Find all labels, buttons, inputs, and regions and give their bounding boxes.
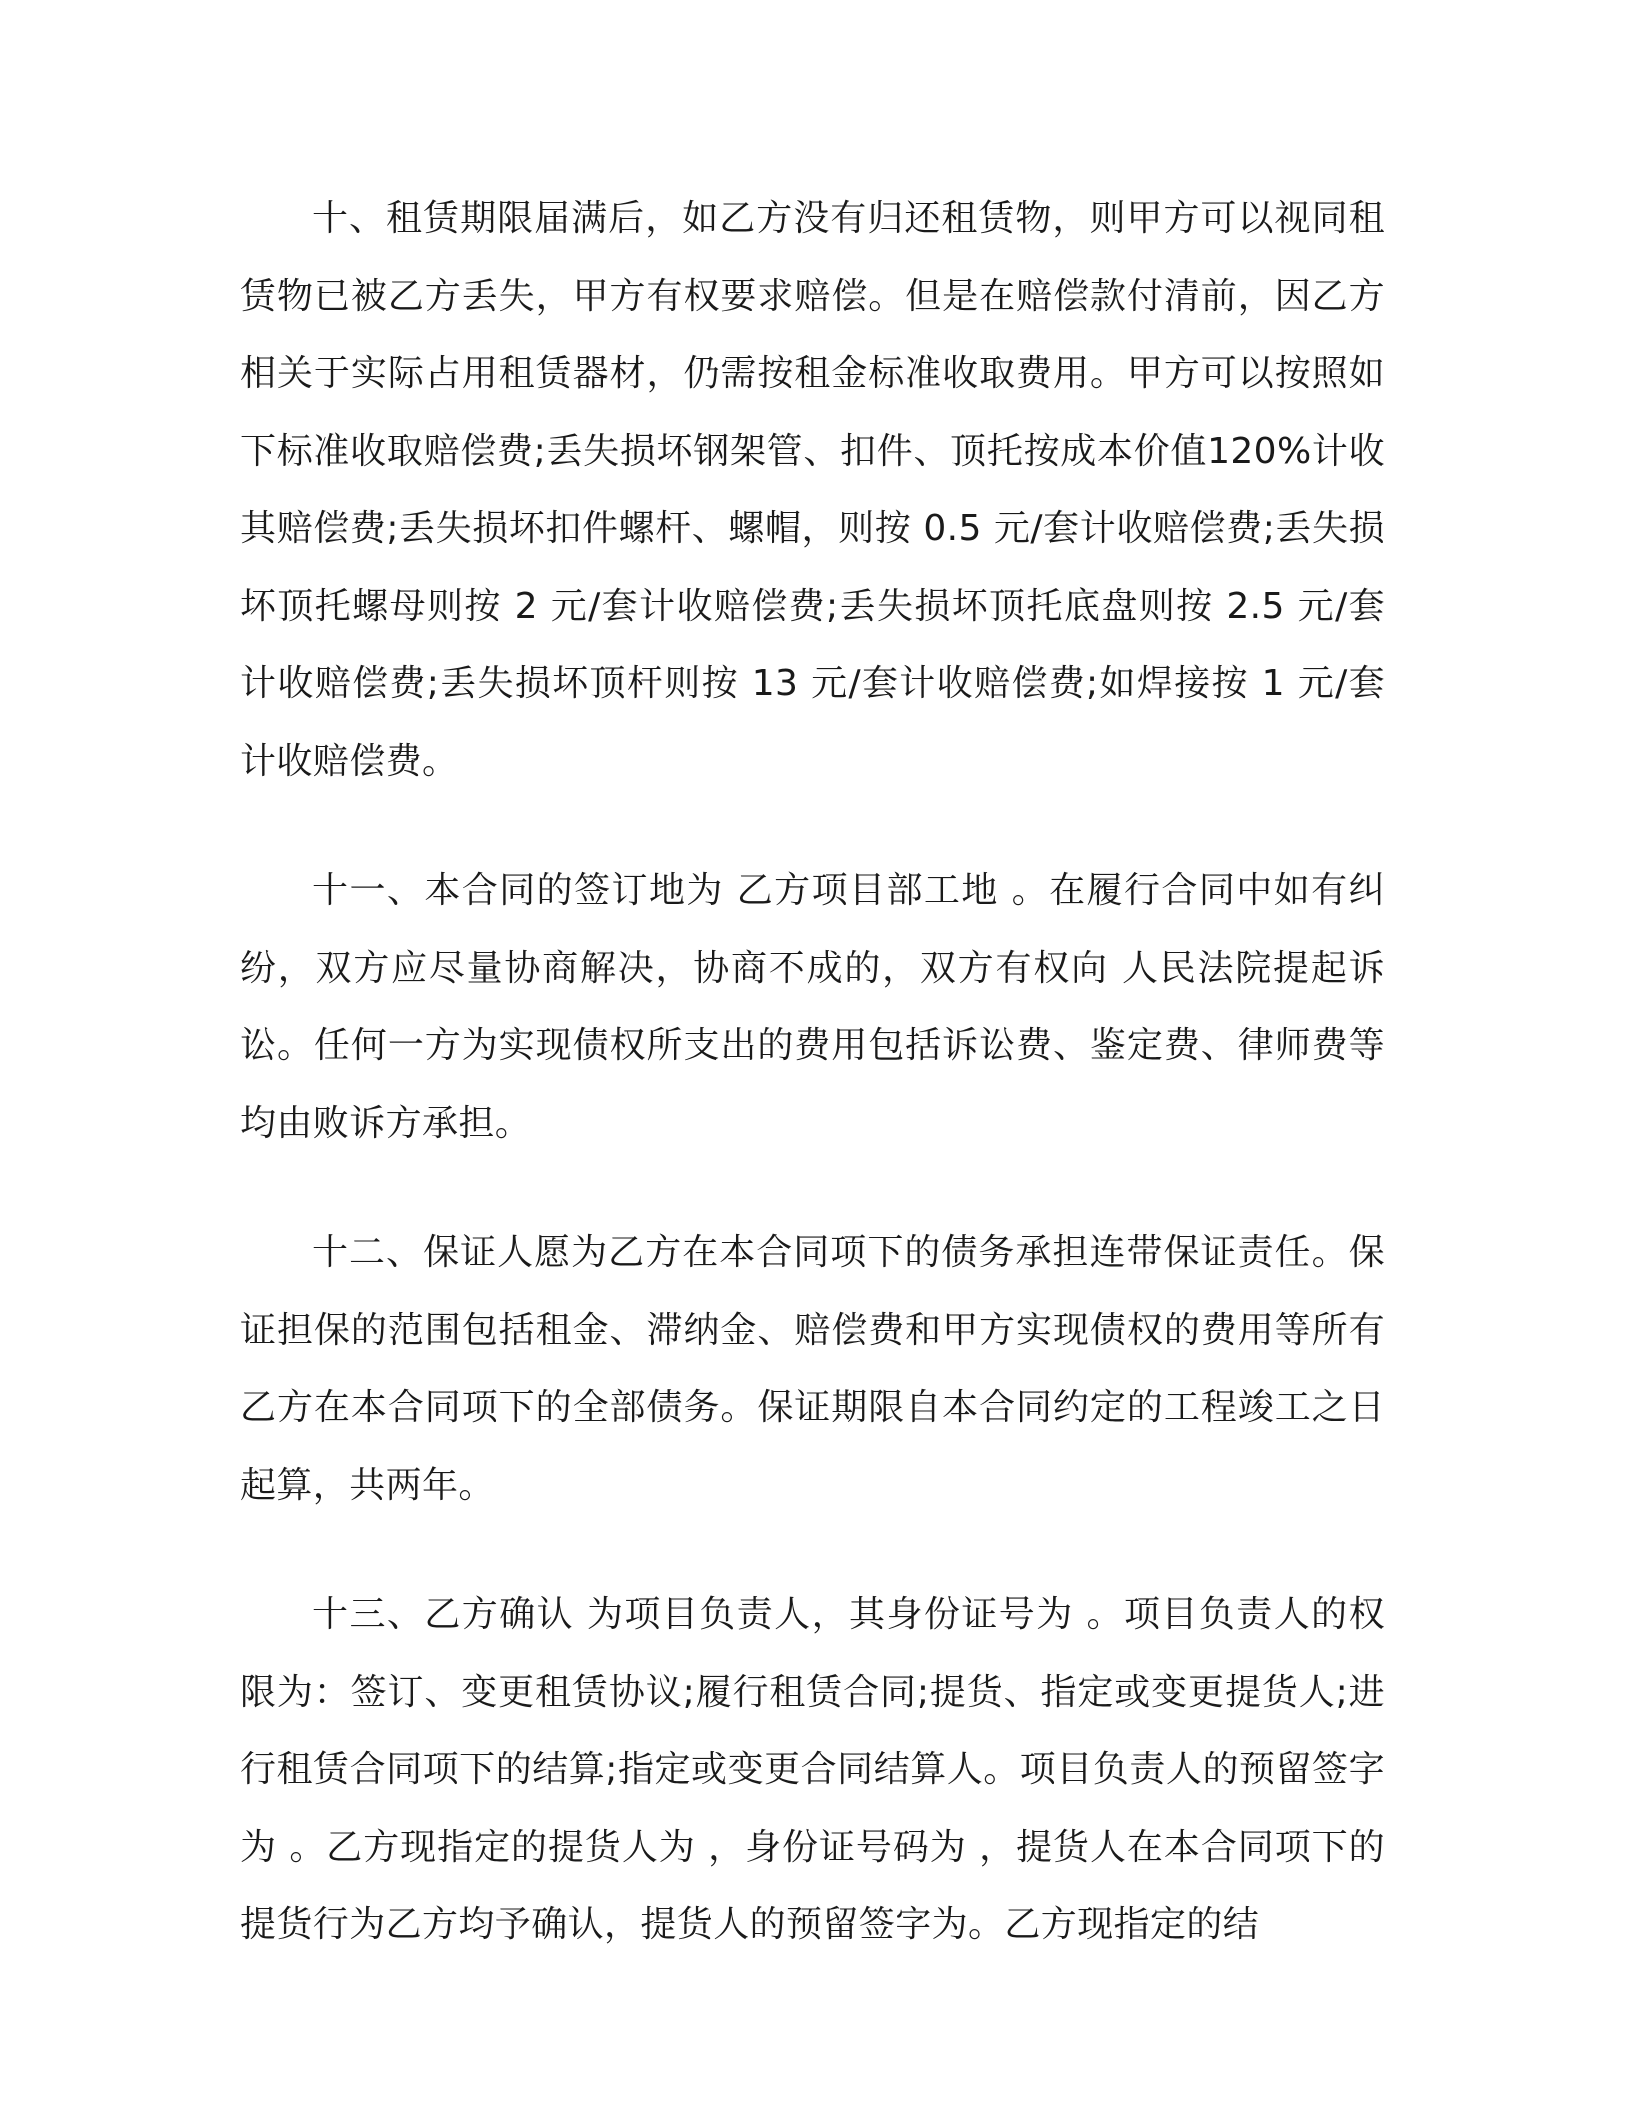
document-body: [240, 180, 1385, 2016]
clause-10-paragraph: 十、租赁期限届满后，如乙方没有归还租赁物，则甲方可以视同租赁物已被乙方丢失，甲方有权要求赔偿。但是在赔偿款付清前，因乙方相关于实际占用租赁器材，仍需按租金标准收取费用。甲方可以按照如下标准收取赔偿费;丢失损坏钢架管、扣件、顶托按成本价值120%计收其赔偿费;丢失损坏扣件螺杆、螺帽，则按 0.5 元/套计收赔偿费;丢失损坏顶托螺母则按 2 元/套计收赔偿费;丢失损坏顶托底盘则按 2.5 元/套计收赔偿费;丢失损坏顶杆则按 13 元/套计收赔偿费;如焊接按 1 元/套计收赔偿费。: [240, 198, 1385, 782]
clause-12-paragraph: 十二、保证人愿为乙方在本合同项下的债务承担连带保证责任。保证担保的范围包括租金、滞纳金、赔偿费和甲方实现债权的费用等所有乙方在本合同项下的全部债务。保证期限自本合同约定的工程竣工之日起算，共两年。: [240, 1232, 1385, 1506]
clause-13-paragraph: 十三、乙方确认 为项目负责人，其身份证号为 。项目负责人的权限为：签订、变更租赁协议;履行租赁合同;提货、指定或变更提货人;进行租赁合同项下的结算;指定或变更合同结算人。项目负责人的预留签字为 。乙方现指定的提货人为 ，身份证号码为 ，提货人在本合同项下的提货行为乙方均予确认，提货人的预留签字为。乙方现指定的结: [240, 1594, 1385, 1945]
clause-11-paragraph: 十一、本合同的签订地为 乙方项目部工地 。在履行合同中如有纠纷，双方应尽量协商解决，协商不成的，双方有权向 人民法院提起诉讼。任何一方为实现债权所支出的费用包括诉讼费、鉴定费、律师费等均由败诉方承担。: [240, 870, 1385, 1144]
